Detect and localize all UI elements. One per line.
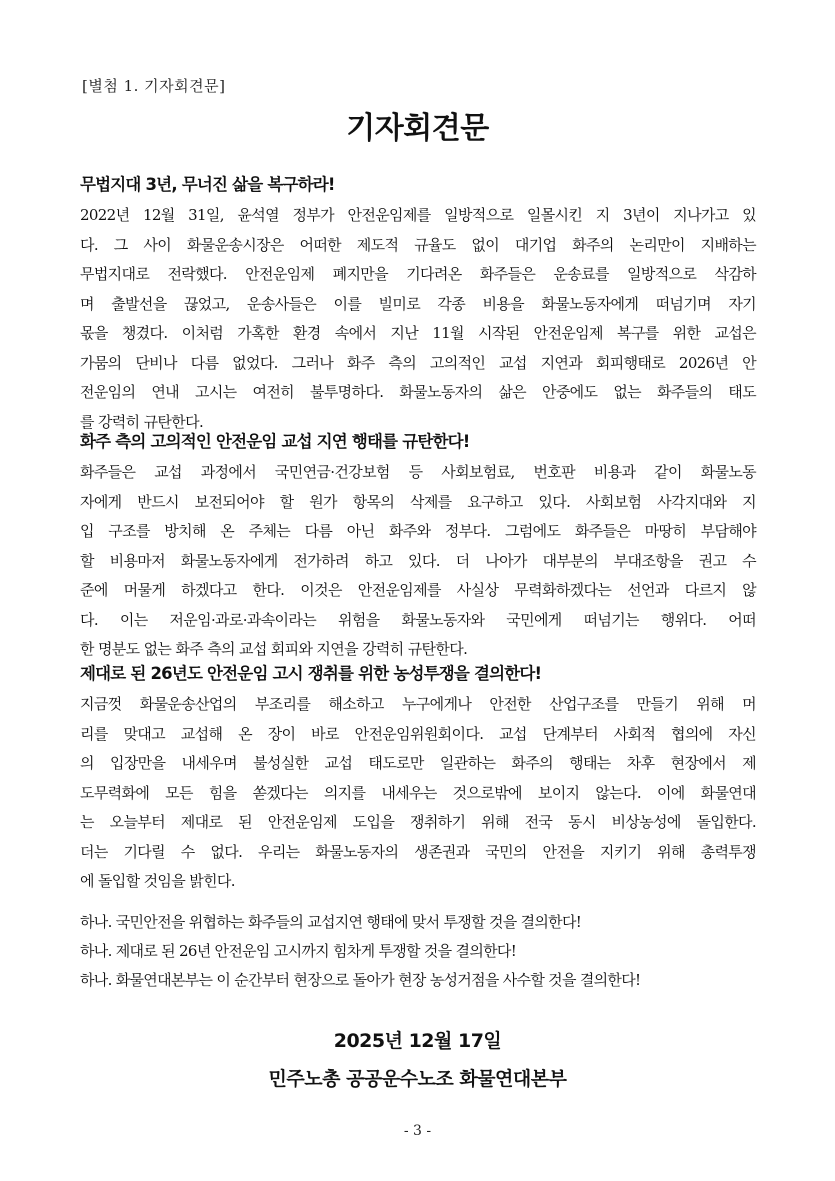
body-line: 를 강력히 규탄한다. (80, 412, 204, 431)
body-line: 한 명분도 없는 화주 측의 교섭 회피와 지연을 강력히 규탄한다. (80, 640, 468, 658)
body-line: 전운임의 연내 고시는 여전히 불투명하다. 화물노동자의 삶은 안중에도 없는 화주들의 태도 (80, 383, 756, 401)
body-line: 의 입장만을 내세우며 불성실한 교섭 태도로만 일관하는 화주의 행태는 차후 현장에서 제 (80, 754, 756, 772)
body-line: 2022년 12월 31일, 윤석열 정부가 안전운임제를 일방적으로 일몰시킨 지 3년이 지나가고 있 (80, 206, 756, 224)
resolution-list (80, 908, 756, 995)
resolution-item: 하나. 국민안전을 위협하는 화주들의 교섭지연 행태에 맞서 투쟁할 것을 결의한다! (80, 913, 582, 931)
section-heading: 무법지대 3년, 무너진 삶을 복구하라! (80, 175, 335, 194)
signature-organization: 민주노총 공공운수노조 화물연대본부 (268, 1068, 567, 1090)
body-line: 다. 이는 저운임·과로·과속이라는 위험을 화물노동자와 국민에게 떠넘기는 행위다. 어떠 (80, 610, 756, 629)
section-heading: 화주 측의 고의적인 안전운임 교섭 지연 행태를 규탄한다! (80, 432, 470, 451)
body-line: 화주들은 교섭 과정에서 국민연금·건강보험 등 사회보험료, 번호판 비용과 같이 화물노동 (80, 463, 756, 481)
body-line: 에 돌입할 것임을 밝힌다. (80, 872, 235, 890)
body-line: 도무력화에 모든 힘을 쏟겠다는 의지를 내세우는 것으로밖에 보이지 않는다. 이에 화물연대 (80, 783, 756, 802)
page-number: - 3 - (403, 1123, 432, 1139)
resolution-item: 하나. 화물연대본부는 이 순간부터 현장으로 돌아가 현장 농성거점을 사수할 것을 결의한다! (80, 971, 641, 989)
body-line: 입 구조를 방치해 온 주체는 다름 아닌 화주와 정부다. 그럼에도 화주들은 마땅히 부담해야 (80, 522, 756, 540)
body-line: 다. 그 사이 화물운송시장은 어떠한 제도적 규율도 없이 대기업 화주의 논리만이 지배하는 (80, 235, 756, 254)
body-line: 지금껏 화물운송산업의 부조리를 해소하고 누구에게나 안전한 산업구조를 만들기 위해 머 (80, 695, 756, 713)
page-title: 기자회견문 (346, 111, 489, 146)
body-line: 리를 맞대고 교섭해 온 장이 바로 안전운임위원회이다. 교섭 단계부터 사회적 협의에 자신 (80, 724, 756, 743)
section-condemn-delay (80, 429, 756, 665)
body-line: 할 비용마저 화물노동자에게 전가하려 하고 있다. 더 나아가 대부분의 부대조항을 권고 수 (80, 551, 756, 570)
section-lawless-zone (80, 172, 756, 437)
section-heading: 제대로 된 26년도 안전운임 고시 쟁취를 위한 농성투쟁을 결의한다! (80, 664, 542, 683)
body-line: 자에게 반드시 보전되어야 할 원가 항목의 삭제를 요구하고 있다. 사회보험 사각지대와 지 (80, 492, 756, 511)
body-line: 더는 기다릴 수 없다. 우리는 화물노동자의 생존권과 국민의 안전을 지키기 위해 총력투쟁 (80, 842, 756, 861)
body-line: 준에 머물게 하겠다고 한다. 이것은 안전운임제를 사실상 무력화하겠다는 선언과 다르지 않 (80, 581, 756, 599)
body-line: 는 오늘부터 제대로 된 안전운임제 도입을 쟁취하기 위해 전국 동시 비상농성에 돌입한다. (80, 813, 756, 831)
body-line: 몫을 챙겼다. 이처럼 가혹한 환경 속에서 지난 11월 시작된 안전운임제 복구를 위한 교섭은 (80, 324, 756, 342)
body-line: 며 출발선을 끊었고, 운송사들은 이를 빌미로 각종 비용을 화물노동자에게 떠넘기며 자기 (80, 294, 756, 313)
section-sit-in-resolution (80, 661, 756, 897)
signature-date: 2025년 12월 17일 (333, 1030, 502, 1052)
resolution-item: 하나. 제대로 된 26년 안전운임 고시까지 힘차게 투쟁할 것을 결의한다! (80, 942, 517, 960)
body-line: 무법지대로 전락했다. 안전운임제 폐지만을 기다려온 화주들은 운송료를 일방적으로 삭감하 (80, 265, 756, 283)
attachment-label: [별첨 1. 기자회견문] (82, 77, 226, 95)
body-line: 가뭄의 단비나 다름 없었다. 그러나 화주 측의 고의적인 교섭 지연과 회피행태로 2026년 안 (80, 353, 756, 372)
